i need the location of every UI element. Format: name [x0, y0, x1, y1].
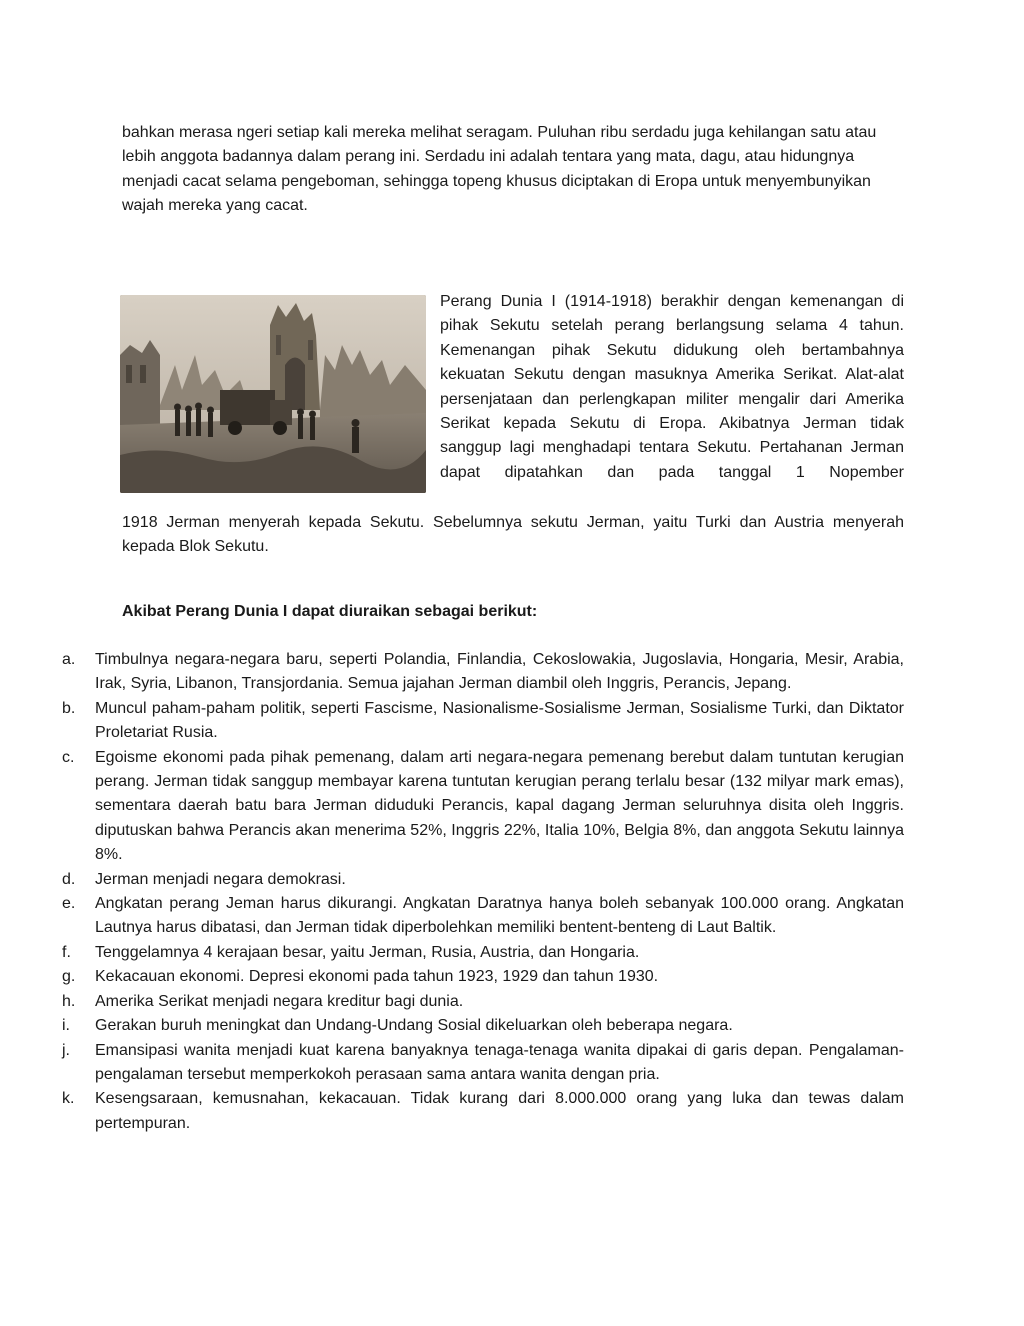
list-item-text: Angkatan perang Jeman harus dikurangi. Angkatan Daratnya hanya boleh sebanyak 100.000 orang. Angkatan Lautnya harus dibatasi, dan Jerman tidak diperbolehkan memiliki bentent-benteng di Laut Baltik. [95, 895, 904, 937]
list-item-text: Kekacauan ekonomi. Depresi ekonomi pada tahun 1923, 1929 dan tahun 1930. [95, 968, 659, 986]
list-item-text: Muncul paham-paham politik, seperti Fascisme, Nasionalisme-Sosialisme Jerman, Sosialisme Turki, dan Diktator Proletariat Rusia. [95, 699, 904, 742]
consequences-list [62, 648, 904, 1136]
list-marker: b. [62, 699, 76, 717]
list-item-text: Gerakan buruh meningkat dan Undang-Undang Sosial dikeluarkan oleh beberapa negara. [95, 1017, 733, 1035]
list-marker: f. [62, 943, 71, 961]
list-marker: g. [62, 968, 76, 986]
list-item [62, 697, 904, 746]
list-item-text: Tenggelamnya 4 kerajaan besar, yaitu Jerman, Rusia, Austria, dan Hongaria. [95, 943, 640, 961]
list-item-text: Jerman menjadi negara demokrasi. [95, 870, 346, 888]
list-item [62, 746, 904, 868]
side-paragraph-continued: 1918 Jerman menyerah kepada Sekutu. Sebelumnya sekutu Jerman, yaitu Turki dan Austria menyerah kepada Blok Sekutu. [122, 514, 904, 556]
list-marker: d. [62, 870, 76, 888]
list-marker: j. [62, 1041, 70, 1059]
list-item [62, 941, 904, 965]
list-marker: i. [62, 1017, 70, 1035]
list-item-text: Amerika Serikat menjadi negara kreditur bagi dunia. [95, 992, 464, 1010]
side-paragraph: Perang Dunia I (1914-1918) berakhir dengan kemenangan di pihak Sekutu setelah perang berlangsung selama 4 tahun. Kemenangan pihak Sekutu didukung oleh bertambahnya kekuatan Sekutu dengan masuknya Amerika Serikat. Alat-alat persenjataan dan perlengkapan militer mengalir dari Amerika Serikat kepada Sekutu di Eropa. Akibatnya Jerman tidak sanggup lagi menghadapi tentara Sekutu. Pertahanan Jerman dapat dipatahkan dan pada tanggal 1 Nopember [440, 293, 904, 481]
list-marker: e. [62, 895, 76, 913]
list-item [62, 1039, 904, 1088]
ruins-photo-graphic [120, 295, 426, 493]
list-item [62, 648, 904, 697]
intro-paragraph: bahkan merasa ngeri setiap kali mereka melihat seragam. Puluhan ribu serdadu juga kehilangan satu atau lebih anggota badannya dalam perang ini. Serdadu ini adalah tentara yang mata, dagu, atau hidungnya menjadi cacat selama pengeboman, sehingga topeng khusus diciptakan di Eropa untuk menyembunyikan wajah mereka yang cacat. [122, 124, 877, 215]
list-item [62, 990, 904, 1014]
list-item-text: Emansipasi wanita menjadi kuat karena banyaknya tenaga-tenaga wanita dipakai di garis depan. Pengalaman-pengalaman tersebut memperkokoh perasaan sama antara wanita dengan pria. [95, 1041, 904, 1083]
list-item-text: Egoisme ekonomi pada pihak pemenang, dalam arti negara-negara pemenang berebut dalam tuntutan kerugian perang. Jerman tidak sanggup membayar karena tuntutan kerugian perang terlalu besar (132 milyar mark emas), sementara daerah batu bara Jerman diduduki Perancis, kapal dagang Jerman seluruhnya disita oleh Inggris. diputuskan bahwa Perancis akan menerima 52%, Inggris 22%, Italia 10%, Belgia 8%, dan anggota Sekutu lainnya 8%. [95, 748, 904, 864]
list-item [62, 1014, 904, 1038]
list-marker: a. [62, 651, 76, 668]
list-item-text: Kesengsaraan, kemusnahan, kekacauan. Tidak kurang dari 8.000.000 orang yang luka dan tewas dalam pertempuran. [95, 1090, 904, 1132]
list-marker: c. [62, 748, 75, 766]
ruins-photo [120, 295, 426, 493]
list-item [62, 1087, 904, 1136]
list-marker: k. [62, 1090, 75, 1108]
section-heading: Akibat Perang Dunia I dapat diuraikan sebagai berikut: [122, 603, 538, 620]
list-item [62, 892, 904, 941]
list-marker: h. [62, 992, 76, 1010]
list-item [62, 868, 904, 892]
list-item [62, 965, 904, 989]
list-item-text: Timbulnya negara-negara baru, seperti Polandia, Finlandia, Cekoslowakia, Jugoslavia, Hongaria, Mesir, Arabia, Irak, Syria, Libanon, Transjordania. Semua jajahan Jerman diambil oleh Inggris, Perancis, Jepang. [95, 651, 904, 693]
